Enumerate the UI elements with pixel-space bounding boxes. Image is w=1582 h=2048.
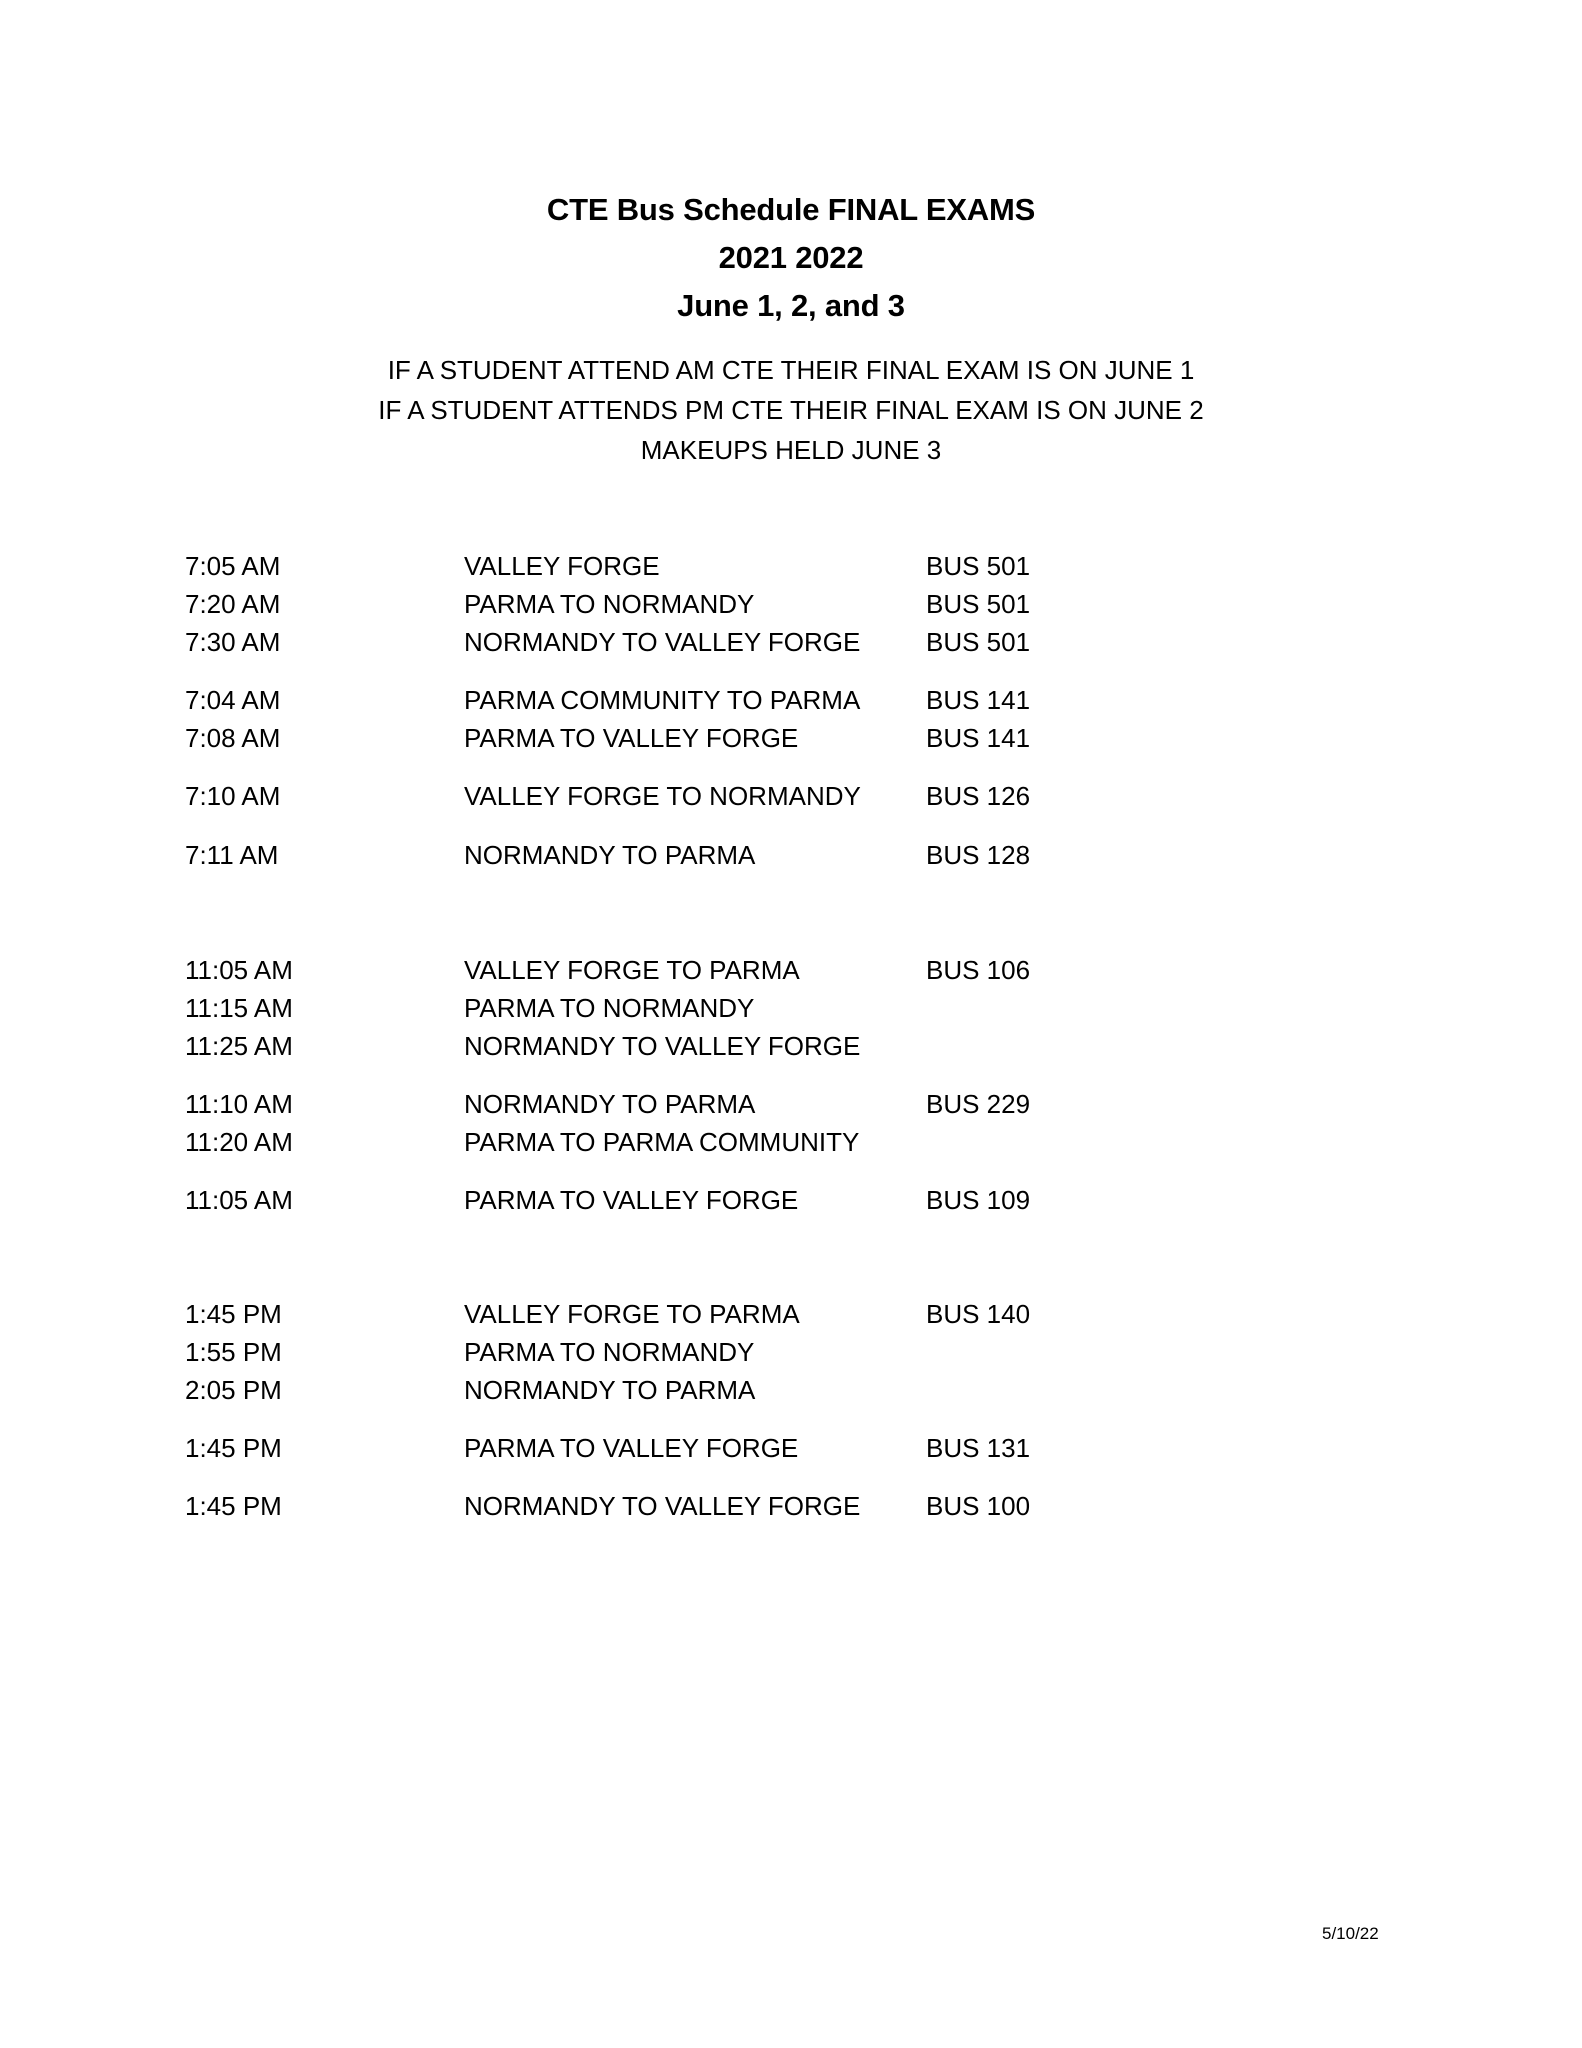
departure-time: 1:45 PM xyxy=(185,1491,282,1521)
bus-number: BUS 141 xyxy=(926,723,1031,753)
route: PARMA TO NORMANDY xyxy=(464,993,755,1023)
route: PARMA COMMUNITY TO PARMA xyxy=(464,685,861,715)
route: NORMANDY TO PARMA xyxy=(464,840,756,870)
schedule-row xyxy=(0,952,1582,988)
notice-makeups: MAKEUPS HELD JUNE 3 xyxy=(640,435,942,465)
departure-time: 7:04 AM xyxy=(185,685,281,715)
bus-number: BUS 109 xyxy=(926,1185,1031,1215)
route: PARMA TO NORMANDY xyxy=(464,589,755,619)
route: PARMA TO NORMANDY xyxy=(464,1337,755,1367)
route: VALLEY FORGE TO PARMA xyxy=(464,1299,800,1329)
schedule-row xyxy=(0,624,1582,660)
bus-number: BUS 501 xyxy=(926,627,1031,657)
schedule-row xyxy=(0,837,1582,873)
schedule-row xyxy=(0,548,1582,584)
route: VALLEY FORGE xyxy=(464,551,660,581)
bus-number: BUS 140 xyxy=(926,1299,1031,1329)
exam-dates: June 1, 2, and 3 xyxy=(677,288,905,323)
departure-time: 11:15 AM xyxy=(185,993,293,1023)
route: NORMANDY TO VALLEY FORGE xyxy=(464,1491,861,1521)
bus-number: BUS 126 xyxy=(926,781,1031,811)
bus-number: BUS 106 xyxy=(926,955,1031,985)
schedule-row xyxy=(0,1296,1582,1332)
departure-time: 1:55 PM xyxy=(185,1337,282,1367)
schedule-row xyxy=(0,1124,1582,1160)
route: NORMANDY TO PARMA xyxy=(464,1375,756,1405)
departure-time: 1:45 PM xyxy=(185,1299,282,1329)
bus-number: BUS 128 xyxy=(926,840,1031,870)
bus-number: BUS 501 xyxy=(926,589,1031,619)
route: PARMA TO PARMA COMMUNITY xyxy=(464,1127,860,1157)
departure-time: 7:05 AM xyxy=(185,551,281,581)
departure-time: 2:05 PM xyxy=(185,1375,282,1405)
schedule-row xyxy=(0,1086,1582,1122)
schedule-row xyxy=(0,1182,1582,1218)
notice-pm: IF A STUDENT ATTENDS PM CTE THEIR FINAL EXAM IS ON JUNE 2 xyxy=(378,395,1204,425)
departure-time: 11:20 AM xyxy=(185,1127,293,1157)
notice-am: IF A STUDENT ATTEND AM CTE THEIR FINAL EXAM IS ON JUNE 1 xyxy=(387,355,1195,385)
departure-time: 11:10 AM xyxy=(185,1089,293,1119)
schedule-row xyxy=(0,1488,1582,1524)
bus-number: BUS 141 xyxy=(926,685,1031,715)
schedule-row xyxy=(0,1372,1582,1408)
departure-time: 7:30 AM xyxy=(185,627,281,657)
schedule-row xyxy=(0,1334,1582,1370)
schedule-row xyxy=(0,586,1582,622)
bus-number: BUS 229 xyxy=(926,1089,1031,1119)
schedule-row xyxy=(0,990,1582,1026)
route: NORMANDY TO VALLEY FORGE xyxy=(464,627,861,657)
route: PARMA TO VALLEY FORGE xyxy=(464,1433,799,1463)
document-title: CTE Bus Schedule FINAL EXAMS xyxy=(546,192,1036,227)
bus-number: BUS 501 xyxy=(926,551,1031,581)
departure-time: 7:08 AM xyxy=(185,723,281,753)
departure-time: 7:11 AM xyxy=(185,840,279,870)
departure-time: 11:05 AM xyxy=(185,955,293,985)
route: PARMA TO VALLEY FORGE xyxy=(464,1185,799,1215)
schedule-row xyxy=(0,682,1582,718)
departure-time: 11:25 AM xyxy=(185,1031,293,1061)
schedule-row xyxy=(0,1028,1582,1064)
departure-time: 1:45 PM xyxy=(185,1433,282,1463)
route: VALLEY FORGE TO PARMA xyxy=(464,955,800,985)
departure-time: 11:05 AM xyxy=(185,1185,293,1215)
route: PARMA TO VALLEY FORGE xyxy=(464,723,799,753)
bus-number: BUS 131 xyxy=(926,1433,1031,1463)
route: NORMANDY TO VALLEY FORGE xyxy=(464,1031,861,1061)
school-years: 2021 2022 xyxy=(718,240,864,275)
route: NORMANDY TO PARMA xyxy=(464,1089,756,1119)
schedule-row xyxy=(0,1430,1582,1466)
departure-time: 7:20 AM xyxy=(185,589,281,619)
schedule-row xyxy=(0,778,1582,814)
bus-number: BUS 100 xyxy=(926,1491,1031,1521)
revision-date: 5/10/22 xyxy=(1322,1924,1379,1943)
departure-time: 7:10 AM xyxy=(185,781,281,811)
schedule-row xyxy=(0,720,1582,756)
route: VALLEY FORGE TO NORMANDY xyxy=(464,781,861,811)
